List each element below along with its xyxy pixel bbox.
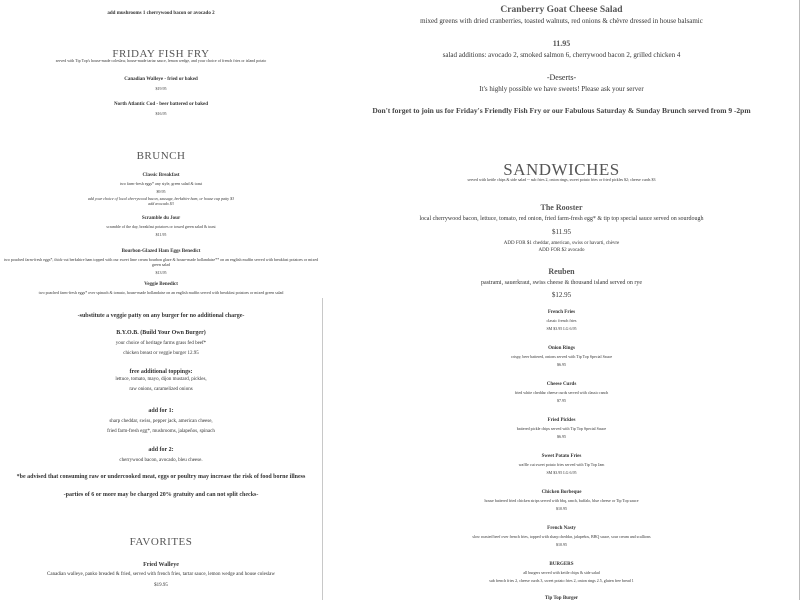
add-for-1-block xyxy=(0,407,322,435)
fish-item-price: $16.95 xyxy=(155,111,167,116)
side-item-name: French Fries xyxy=(547,310,576,315)
raw-food-warning: *be advised that consuming raw or undercooked meat, eggs or poultry may increase the risk of food borne illness xyxy=(16,474,306,480)
side-item-price: $10.95 xyxy=(556,506,567,511)
brunch-item-name: Bourbon-Glazed Ham Eggs Benedict xyxy=(121,249,201,254)
side-item-desc: classic french fries xyxy=(546,318,577,323)
burgers-desc: sub french fries 2, cheese curds 3, sweet potato fries 2, onion rings 2.5, gluten free bread 1 xyxy=(489,578,634,583)
favorite-item-walleye xyxy=(0,561,322,589)
side-item-desc: waffle cut sweet potato fries served with Tip Top Jam xyxy=(518,462,605,467)
sandwiches-title: SANDWICHES xyxy=(503,160,620,179)
brunch-item-name: Classic Breakfast xyxy=(142,173,180,178)
friday-fish-fry-title: FRIDAY FISH FRY xyxy=(112,48,210,60)
rooster-price: $11.95 xyxy=(552,228,571,236)
side-item-price: $10.95 xyxy=(556,542,567,547)
side-item-cheese-curds xyxy=(323,381,800,403)
free-toppings-line: lettuce, tomato, mayo, dijon mustard, pickles, xyxy=(115,377,207,382)
side-item-name: French Nasty xyxy=(547,526,576,531)
salad-name: Cranberry Goat Cheese Salad xyxy=(500,5,623,15)
salad-desc: mixed greens with dried cranberries, toasted walnuts, red onions & chèvre dressed in house balsamic xyxy=(420,17,703,25)
brunch-item-desc: two poached farm-fresh eggs*, thick-cut berkshire ham topped with our sweet lime cream bourbon glaze & house-made hollandaise** on an english muffin served with breakfast potatoes or mixed green salad xyxy=(3,257,319,267)
brunch-item-name: Veggie Benedict xyxy=(144,282,178,287)
burgers-title: BURGERS xyxy=(549,562,574,567)
brunch-item-classic xyxy=(0,172,322,206)
brunch-item-name: Scramble du Jour xyxy=(141,216,181,221)
favorite-item-desc: Canadian walleye, panko breaded & fried, served with french fries, tartar sauce, lemon wedge and house coleslaw xyxy=(47,572,275,577)
side-item-chicken xyxy=(323,489,800,511)
brunch-item-bourbon xyxy=(0,248,322,275)
side-item-name: Cheese Curds xyxy=(546,382,577,387)
add-for-1-title: add for 1: xyxy=(148,408,174,414)
rooster-addon-1: ADD FOR $1 cheddar, american, swiss or havarti, chèvre xyxy=(503,241,620,246)
fish-item-price: $19.95 xyxy=(155,86,167,91)
side-item-price: SM $3.95 LG 6.95 xyxy=(546,326,577,331)
salad-additions: salad additions: avocado 2, smoked salmon 6, cherrywood bacon 2, grilled chicken 4 xyxy=(442,51,681,59)
right-column xyxy=(323,0,800,600)
side-item-desc: fried white cheddar cheese curds served with classic ranch xyxy=(514,390,609,395)
deserts-text: It's highly possible we have sweets! Please ask your server xyxy=(479,85,644,93)
brunch-item-veggie xyxy=(0,281,322,295)
free-toppings-line: raw onions, caramelized onions xyxy=(129,387,193,392)
favorites-title: FAVORITES xyxy=(129,536,193,548)
promo-banner: Don't forget to join us for Friday's Friendly Fish Fry or our Fabulous Saturday & Sunday Brunch served from 9 -2pm xyxy=(372,106,751,115)
add-for-1-line: sharp cheddar, swiss, pepper jack, american cheese, xyxy=(109,419,213,424)
fish-item-walleye xyxy=(0,76,322,91)
party-gratuity-note: -parties of 6 or more may be charged 20% gratuity and can not split checks- xyxy=(63,492,259,498)
free-toppings-block xyxy=(0,368,322,393)
burger-item-name: Tip Top Burger xyxy=(544,596,579,601)
side-item-desc: crispy, beer battered, onions served with Tip Top Special Sauce xyxy=(510,354,613,359)
side-item-name: Onion Rings xyxy=(548,346,575,351)
byob-block xyxy=(0,329,322,357)
brunch-item-price: $13.95 xyxy=(155,270,167,275)
favorite-item-price: $19.95 xyxy=(154,583,168,588)
brunch-item-desc: two poached farm-fresh eggs* over spinach & tomato, house-made hollandaise on an english muffin served with breakfast potatoes or mixed green salad xyxy=(38,290,284,295)
byob-title: B.Y.O.B. (Build Your Own Burger) xyxy=(116,330,206,336)
fish-item-name: Canadian Walleye - fried or baked xyxy=(124,77,198,82)
brunch-item-price: $11.95 xyxy=(155,232,167,237)
brunch-title: BRUNCH xyxy=(136,150,186,162)
brunch-item-addon: add avocado $3 xyxy=(148,201,174,206)
burgers-section xyxy=(323,561,800,583)
add-mushrooms-note: add mushrooms 1 cherrywood bacon or avocado 2 xyxy=(107,11,215,16)
brunch-item-scramble xyxy=(0,215,322,237)
substitute-note: -substitute a veggie patty on any burger for no additional charge- xyxy=(77,313,245,319)
side-item-price: $6.95 xyxy=(557,362,566,367)
byob-line: your choice of heritage farms grass fed beef* xyxy=(115,341,207,346)
side-item-desc: house battered fried chicken strips served with bbq, ranch, buffalo, blue cheese or Tip Top sauce xyxy=(484,498,639,503)
side-item-price: SM $3.95 LG 6.95 xyxy=(546,470,577,475)
side-item-price: $6.95 xyxy=(557,434,566,439)
side-item-onion-rings xyxy=(323,345,800,367)
add-for-2-line: cherrywood bacon, avocado, bleu cheese. xyxy=(119,458,203,463)
sandwiches-desc: served with kettle chips & side salad -- sub fries 2, onion rings, sweet potato fries or fried pickles $2; cheese curds $3 xyxy=(467,177,656,182)
brunch-item-addon: add your choice of local cherrywood bacon, sausage, berkshire ham, or house cup patty $3 xyxy=(87,196,235,201)
rooster-addon xyxy=(323,247,800,254)
add-for-1-line: fried farm-fresh egg*, mushrooms, jalapeños, spinach xyxy=(107,429,215,434)
rooster-addon xyxy=(323,240,800,247)
fish-item-cod xyxy=(0,101,322,116)
burgers-desc: all burgers served with kettle chips & side salad xyxy=(523,570,600,575)
favorite-item-name: Fried Walleye xyxy=(143,562,179,568)
add-for-2-title: add for 2: xyxy=(148,447,174,453)
brunch-item-desc: two farm-fresh eggs* any style, green salad & toast xyxy=(119,181,203,186)
side-item-name: Chicken Borbeque xyxy=(541,490,582,495)
brunch-item-price: $9.95 xyxy=(156,189,166,194)
side-item-french-fries xyxy=(323,309,800,331)
reuben-name: Reuben xyxy=(548,267,575,276)
side-item-desc: slow roasted beef over french fries, topped with sharp cheddar, jalapeños, BBQ sauce, sour cream and scallions xyxy=(472,534,651,539)
brunch-item-desc: scramble of the day, breakfast potatoes or tossed green salad & toast xyxy=(106,224,216,229)
fish-item-name: North Atlantic Cod - beer battered or baked xyxy=(113,102,209,107)
side-item-sweet-potato-fries xyxy=(323,453,800,475)
friday-fish-fry-desc: served with Tip Top's house-made coleslaw, house-made tartar sauce, lemon wedge, and your choice of french fries or island potato xyxy=(55,58,267,63)
side-item-price: $7.95 xyxy=(557,398,566,403)
rooster-desc: local cherrywood bacon, lettuce, tomato, red onion, fried farm-fresh egg* & tip top special sauce served on sourdough xyxy=(419,216,704,222)
deserts-title: -Deserts- xyxy=(546,73,577,82)
rooster-addon-2: ADD FOR $2 avocado xyxy=(538,248,585,253)
reuben-price: $12.95 xyxy=(551,291,572,299)
side-item-name: Sweet Potato Fries xyxy=(541,454,582,459)
rooster-name: The Rooster xyxy=(540,203,583,212)
side-item-fried-pickles xyxy=(323,417,800,439)
side-item-desc: battered pickle chips served with Tip Top Special Sauce xyxy=(516,426,607,431)
byob-line: chicken breast or veggie burger 12.95 xyxy=(123,351,199,356)
side-item-name: Fried Pickles xyxy=(547,418,576,423)
reuben-desc: pastrami, sauerkraut, swiss cheese & thousand island served on rye xyxy=(480,280,643,286)
salad-price: 11.95 xyxy=(552,39,571,48)
add-for-2-block xyxy=(0,446,322,464)
free-toppings-title: free additional toppings: xyxy=(129,369,193,375)
left-column xyxy=(0,0,322,600)
side-item-french-nasty xyxy=(323,525,800,547)
